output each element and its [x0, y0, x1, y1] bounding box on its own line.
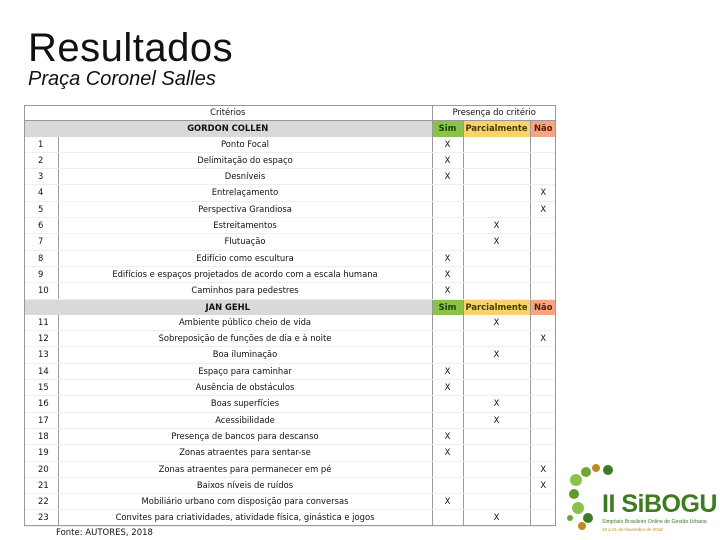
- row-yes-mark: X: [432, 283, 463, 299]
- table-row: [24, 234, 556, 250]
- header-criteria: Critérios: [24, 105, 432, 121]
- row-no-mark: X: [530, 477, 556, 493]
- row-partial-mark: [463, 477, 530, 493]
- row-partial-mark: [463, 266, 530, 282]
- row-no-mark: [530, 152, 556, 168]
- row-partial-mark: [463, 185, 530, 201]
- row-yes-mark: [432, 331, 463, 347]
- section-header-row: [24, 121, 556, 137]
- row-no-mark: [530, 315, 556, 331]
- row-yes-mark: [432, 185, 463, 201]
- row-number: 5: [24, 201, 58, 217]
- row-criterion: Presença de bancos para descanso: [58, 428, 432, 444]
- row-criterion: Edifício como escultura: [58, 250, 432, 266]
- row-partial-mark: [463, 461, 530, 477]
- row-yes-mark: [432, 477, 463, 493]
- row-partial-mark: [463, 494, 530, 510]
- logo-name: II SiBOGU: [602, 490, 717, 518]
- row-no-mark: [530, 218, 556, 234]
- row-criterion: Zonas atraentes para permanecer em pé: [58, 461, 432, 477]
- row-number: 8: [24, 250, 58, 266]
- row-no-mark: X: [530, 201, 556, 217]
- row-yes-mark: X: [432, 266, 463, 282]
- row-yes-mark: X: [432, 428, 463, 444]
- row-criterion: Ambiente público cheio de vida: [58, 315, 432, 331]
- table-row: [24, 169, 556, 185]
- row-no-mark: X: [530, 461, 556, 477]
- row-partial-mark: [463, 201, 530, 217]
- row-partial-mark: [463, 331, 530, 347]
- header-presence: Presença do critério: [432, 105, 556, 121]
- row-yes-mark: X: [432, 152, 463, 168]
- row-number: 19: [24, 445, 58, 461]
- row-criterion: Perspectiva Grandiosa: [58, 201, 432, 217]
- row-partial-mark: X: [463, 347, 530, 363]
- row-yes-mark: X: [432, 380, 463, 396]
- row-criterion: Estreitamentos: [58, 218, 432, 234]
- table-row: [24, 445, 556, 461]
- table-row: [24, 461, 556, 477]
- row-number: 3: [24, 169, 58, 185]
- table-row: [24, 412, 556, 428]
- table-row: [24, 494, 556, 510]
- row-no-mark: [530, 428, 556, 444]
- row-number: 17: [24, 412, 58, 428]
- row-yes-mark: X: [432, 494, 463, 510]
- section-name: GORDON COLLEN: [24, 121, 432, 137]
- table-row: [24, 250, 556, 266]
- row-no-mark: [530, 137, 556, 153]
- row-yes-mark: [432, 201, 463, 217]
- row-partial-mark: [463, 428, 530, 444]
- row-number: 6: [24, 218, 58, 234]
- row-number: 11: [24, 315, 58, 331]
- row-criterion: Convites para criatividades, atividade física, ginástica e jogos: [58, 510, 432, 526]
- row-number: 7: [24, 234, 58, 250]
- column-partial-label: Parcialmente: [463, 121, 530, 137]
- row-criterion: Boa iluminação: [58, 347, 432, 363]
- row-criterion: Ponto Focal: [58, 137, 432, 153]
- section-header-row: [24, 299, 556, 315]
- column-partial-label: Parcialmente: [463, 299, 530, 315]
- row-number: 18: [24, 428, 58, 444]
- row-no-mark: [530, 396, 556, 412]
- row-partial-mark: [463, 137, 530, 153]
- row-yes-mark: [432, 234, 463, 250]
- row-number: 13: [24, 347, 58, 363]
- row-partial-mark: X: [463, 396, 530, 412]
- row-number: 14: [24, 363, 58, 379]
- row-partial-mark: X: [463, 315, 530, 331]
- row-partial-mark: X: [463, 234, 530, 250]
- criteria-table: [24, 105, 556, 527]
- table-row: [24, 428, 556, 444]
- row-number: 10: [24, 283, 58, 299]
- row-criterion: Zonas atraentes para sentar-se: [58, 445, 432, 461]
- row-yes-mark: X: [432, 169, 463, 185]
- row-no-mark: X: [530, 185, 556, 201]
- row-criterion: Sobreposição de funções de dia e à noite: [58, 331, 432, 347]
- table-row: [24, 380, 556, 396]
- row-partial-mark: [463, 169, 530, 185]
- row-criterion: Boas superfícies: [58, 396, 432, 412]
- row-number: 22: [24, 494, 58, 510]
- row-criterion: Delimitação do espaço: [58, 152, 432, 168]
- logo-date: 19 a 21 de Novembro de 2018: [602, 527, 663, 532]
- row-no-mark: [530, 510, 556, 526]
- row-criterion: Desníveis: [58, 169, 432, 185]
- row-number: 9: [24, 266, 58, 282]
- table-row: [24, 152, 556, 168]
- row-number: 20: [24, 461, 58, 477]
- row-yes-mark: [432, 218, 463, 234]
- table-row: [24, 477, 556, 493]
- row-yes-mark: X: [432, 445, 463, 461]
- table-row: [24, 347, 556, 363]
- row-yes-mark: [432, 396, 463, 412]
- table-header-row: [24, 105, 556, 121]
- row-yes-mark: [432, 315, 463, 331]
- row-no-mark: [530, 283, 556, 299]
- row-yes-mark: [432, 461, 463, 477]
- row-no-mark: [530, 380, 556, 396]
- column-yes-label: Sim: [432, 299, 463, 315]
- row-number: 2: [24, 152, 58, 168]
- section-name: JAN GEHL: [24, 299, 432, 315]
- row-criterion: Caminhos para pedestres: [58, 283, 432, 299]
- page-title: Resultados: [28, 26, 234, 70]
- row-partial-mark: X: [463, 218, 530, 234]
- table-row: [24, 283, 556, 299]
- table-row: [24, 315, 556, 331]
- row-number: 23: [24, 510, 58, 526]
- row-criterion: Flutuação: [58, 234, 432, 250]
- row-no-mark: [530, 234, 556, 250]
- row-criterion: Acessibilidade: [58, 412, 432, 428]
- row-partial-mark: [463, 152, 530, 168]
- column-no-label: Não: [530, 299, 556, 315]
- table-row: [24, 201, 556, 217]
- row-criterion: Edifícios e espaços projetados de acordo com a escala humana: [58, 266, 432, 282]
- table-row: [24, 266, 556, 282]
- row-yes-mark: X: [432, 137, 463, 153]
- row-yes-mark: [432, 412, 463, 428]
- column-yes-label: Sim: [432, 121, 463, 137]
- row-no-mark: X: [530, 331, 556, 347]
- row-partial-mark: [463, 250, 530, 266]
- row-number: 1: [24, 137, 58, 153]
- row-no-mark: [530, 250, 556, 266]
- row-criterion: Ausência de obstáculos: [58, 380, 432, 396]
- row-number: 16: [24, 396, 58, 412]
- row-yes-mark: [432, 510, 463, 526]
- table-row: [24, 396, 556, 412]
- row-no-mark: [530, 412, 556, 428]
- table-row: [24, 185, 556, 201]
- row-no-mark: [530, 363, 556, 379]
- source-note: Fonte: AUTORES, 2018: [56, 528, 153, 538]
- table-row: [24, 218, 556, 234]
- row-number: 21: [24, 477, 58, 493]
- column-no-label: Não: [530, 121, 556, 137]
- row-number: 15: [24, 380, 58, 396]
- row-number: 4: [24, 185, 58, 201]
- row-partial-mark: X: [463, 510, 530, 526]
- row-partial-mark: [463, 363, 530, 379]
- row-yes-mark: [432, 347, 463, 363]
- page-subtitle: Praça Coronel Salles: [28, 68, 216, 90]
- table-row: [24, 363, 556, 379]
- row-criterion: Espaço para caminhar: [58, 363, 432, 379]
- row-no-mark: [530, 445, 556, 461]
- table-row: [24, 510, 556, 526]
- row-criterion: Mobiliário urbano com disposição para conversas: [58, 494, 432, 510]
- row-partial-mark: [463, 283, 530, 299]
- row-partial-mark: [463, 445, 530, 461]
- row-no-mark: [530, 494, 556, 510]
- logo-subtitle: Simpósio Brasileiro Online de Gestão Urbana: [602, 519, 707, 525]
- row-partial-mark: X: [463, 412, 530, 428]
- row-no-mark: [530, 347, 556, 363]
- row-yes-mark: X: [432, 363, 463, 379]
- row-criterion: Entrelaçamento: [58, 185, 432, 201]
- row-no-mark: [530, 266, 556, 282]
- row-number: 12: [24, 331, 58, 347]
- row-no-mark: [530, 169, 556, 185]
- table-row: [24, 331, 556, 347]
- table-row: [24, 137, 556, 153]
- row-partial-mark: [463, 380, 530, 396]
- row-yes-mark: X: [432, 250, 463, 266]
- row-criterion: Baixos níveis de ruídos: [58, 477, 432, 493]
